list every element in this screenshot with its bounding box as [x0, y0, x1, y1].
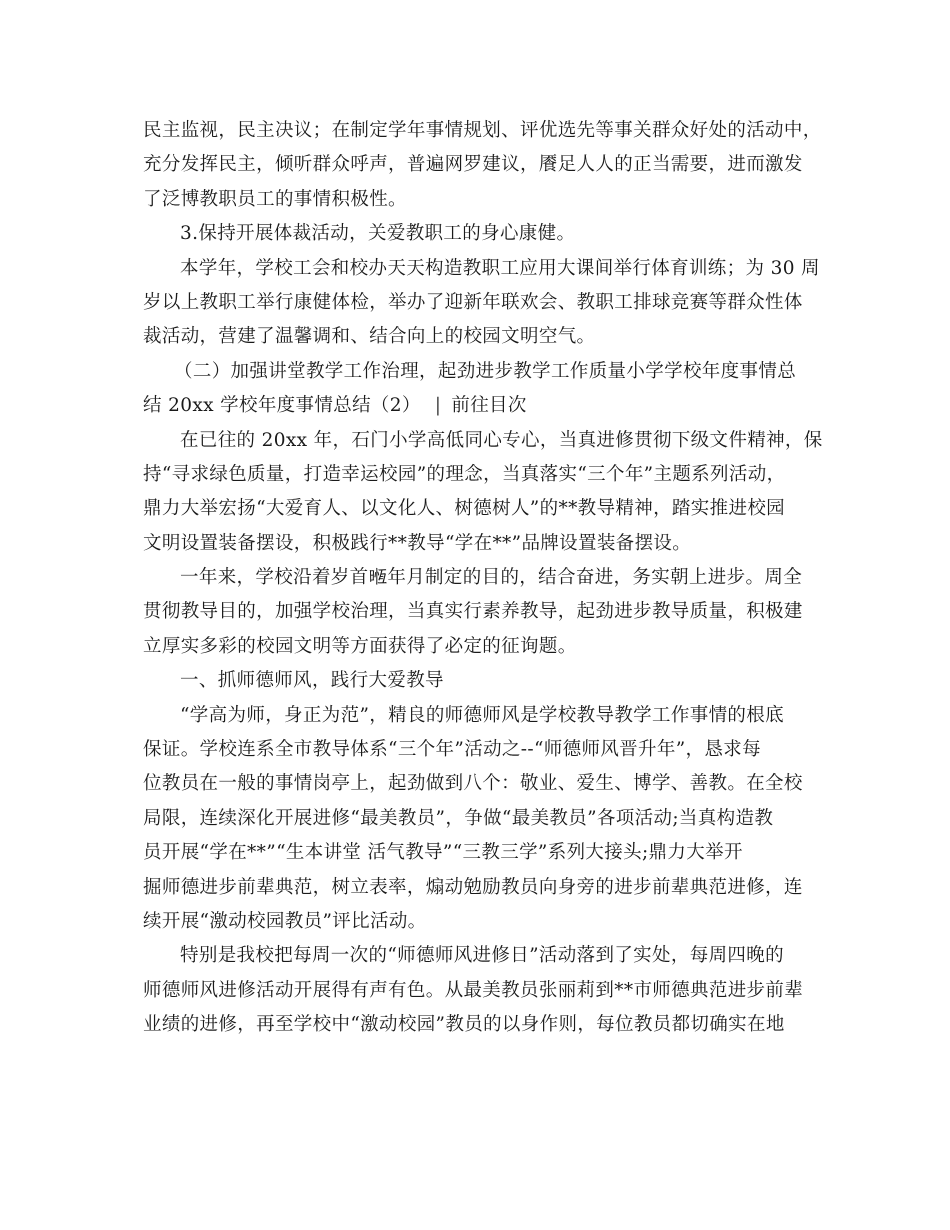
paragraph-line: 文明设置装备摆设，积极践行**教导“学在**”品牌设置装备摆设。	[143, 532, 692, 554]
paragraph-line: 位教员在一般的事情岗亭上，起劲做到八个：敬业、爱生、博学、善教。在全校	[143, 773, 803, 795]
paragraph-line: “学高为师，身正为范”，精良的师德师风是学校教导教学工作事情的根底	[180, 704, 784, 726]
toc-link[interactable]: 前往目次	[451, 395, 527, 417]
paragraph-line: 民主监视，民主决议；在制定学年事情规划、评优选先等事关群众好处的活动中，	[143, 120, 822, 141]
paragraph-line: 掘师德进步前辈典范，树立表率，煽动勉励教员向身旁的进步前辈典范进修，连	[143, 876, 803, 898]
paragraph-line: 局限，连续深化开展进修“最美教员”，争做“最美教员”各项活动;当真构造教	[143, 807, 774, 829]
nav-separator: |	[434, 395, 442, 417]
section-heading: 3.保持开展体裁活动，关爱教职工的身心康健。	[180, 223, 576, 245]
section-heading-continued	[143, 389, 810, 423]
paragraph-line: 持“寻求绿色质量，打造幸运校园”的理念，当真落实“三个年”主题系列活动，	[143, 463, 786, 485]
paragraph-line: 业绩的进修，再至学校中“激动校园”教员的以身作则，每位教员都切确实在地	[143, 1014, 785, 1036]
paragraph-line: 员开展“学在**”“生本讲堂 活气教导”“三教三学”系列大接头;鼎力大举开	[143, 842, 743, 864]
section-heading: （二）加强讲堂教学工作治理，起劲进步教学工作质量小学学校年度事情总	[174, 360, 797, 382]
paragraph-line: 续开展“激动校园教员”评比活动。	[143, 910, 427, 932]
paragraph-line: 特别是我校把每周一次的“师德师风进修日”活动落到了实处，每周四晚的	[180, 945, 784, 967]
paragraph-line: 贯彻教导目的，加强学校治理，当真实行素养教导，起劲进步教导质量，积极建	[143, 601, 803, 623]
paragraph-line: 岁以上教职工举行康健体检，举办了迎新年联欢会、教职工排球竞赛等群众性体	[143, 291, 803, 313]
paragraph-line: 一年来，学校沿着岁首𣈶年月制定的目的，结合奋进，务实朝上进步。周全	[180, 567, 803, 589]
heading-text: 结 20xx 学校年度事情总结（2）	[143, 395, 421, 417]
paragraph-line: 立厚实多彩的校园文明等方面获得了必定的征询题。	[143, 635, 577, 657]
paragraph-line: 裁活动，营建了温馨调和、结合向上的校园文明空气。	[143, 326, 596, 348]
paragraph-line: 了泛博教职员工的事情积极性。	[143, 188, 407, 210]
paragraph-line: 充分发挥民主，倾听群众呼声，普遍网罗建议，餍足人人的正当需要，进而激发	[143, 154, 803, 176]
paragraph-line: 在已往的 20xx 年，石门小学高低同心专心，当真进修贯彻下级文件精神，保	[180, 429, 823, 451]
paragraph-line: 保证。学校连系全市教导体系“三个年”活动之--“师德师风晋升年”，恳求每	[143, 739, 761, 761]
document-page	[143, 114, 823, 1043]
section-heading: 一、抓师德师风，践行大爱教导	[180, 670, 444, 692]
paragraph-line: 师德师风进修活动开展得有声有色。从最美教员张丽莉到**市师德典范进步前辈	[143, 979, 804, 1001]
paragraph-line: 鼎力大举宏扬“大爱育人、以文化人、树德树人”的**教导精神，踏实推进校园	[143, 498, 786, 520]
paragraph-line: 本学年，学校工会和校办天天构造教职工应用大课间举行体育训练；为 30 周	[180, 257, 820, 279]
